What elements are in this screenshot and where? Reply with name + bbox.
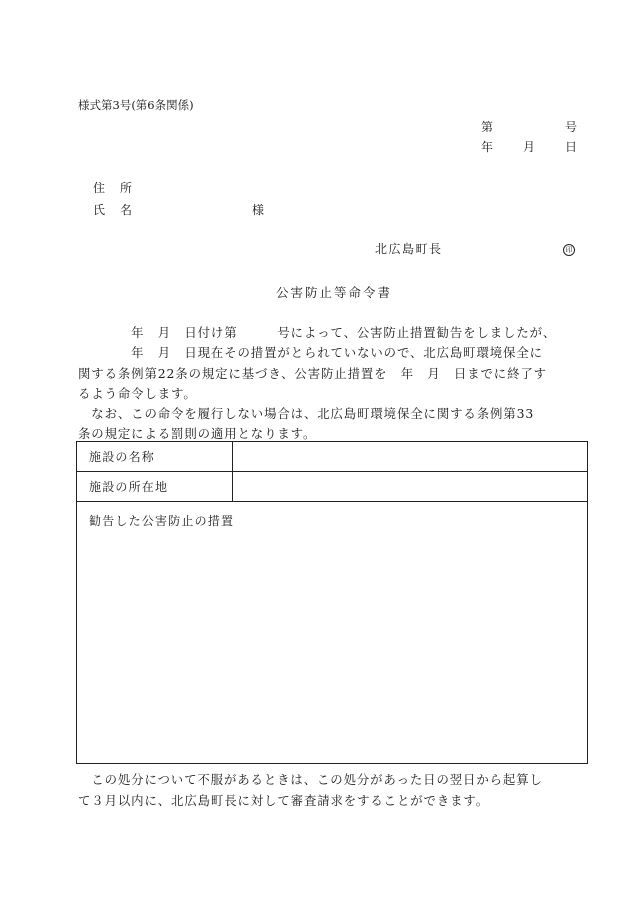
form-number: 様式第3号(第6条関係) [78,98,194,112]
notice-line: この処分について不服があるときは、この処分があった日の翌日から起算し [78,772,543,787]
name-label: 氏 名 [93,203,134,217]
doc-number-dai: 第 [481,120,494,134]
seal-icon: 印 [563,244,575,256]
date-year: 年 [481,140,494,154]
issuer: 北広島町長 [375,242,443,256]
body-line: 関する条例第22条の規定に基づき、公害防止措置を 年 月 日までに終了す [78,366,547,381]
body-line: 条の規定による罰則の適用となります。 [78,426,317,441]
date-month: 月 [523,140,536,154]
date-day: 日 [565,140,578,154]
body-line: 年 月 日現在その措置がとられていないので、北広島町環境保全に [78,345,543,360]
facility-location-field[interactable] [233,472,588,502]
honorific: 様 [252,203,265,217]
doc-number-go: 号 [565,120,578,134]
body-line: るよう命令します。 [78,386,197,401]
measures-cell[interactable] [77,502,588,764]
seal-mark [563,242,575,256]
facility-name-field[interactable] [233,442,588,472]
document-title: 公害防止等命令書 [276,285,393,300]
facility-name-label: 施設の名称 [77,442,233,472]
facility-location-label: 施設の所在地 [77,472,233,502]
body-line: 年 月 日付け第 号によって、公害防止措置勧告をしましたが、 [78,325,557,340]
facility-table [76,441,588,764]
measures-label: 勧告した公害防止の措置 [89,514,235,528]
body-line: なお、この命令を履行しない場合は、北広島町環境保全に関する条例第33 [78,406,535,421]
notice-line: て３月以内に、北広島町長に対して審査請求をすることができます。 [78,793,490,808]
address-label: 住 所 [93,181,134,195]
